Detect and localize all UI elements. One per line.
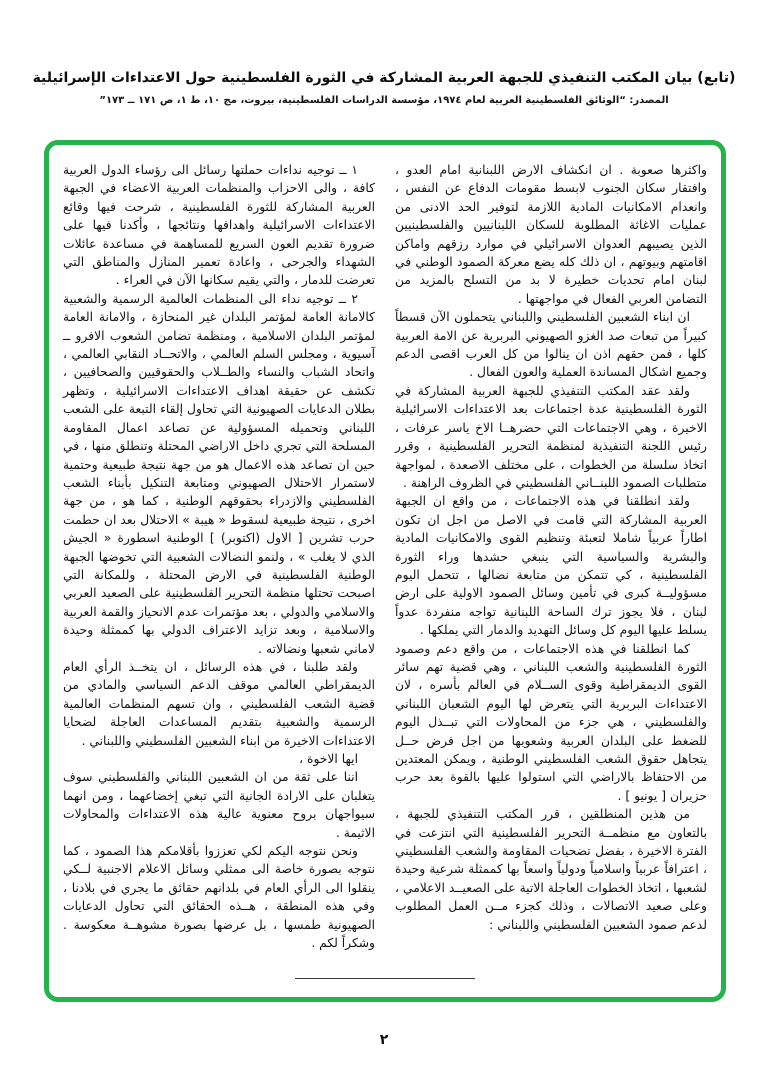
document-title: (تابع) بيان المكتب التنفيذي للجبهة العربية المشاركة في الثورة الفلسطينية حول الاعتداءات الإسرائيلية — [32, 70, 736, 86]
paragraph: ان ابناء الشعبين الفلسطيني واللبناني يتحملون الآن قسطاً كبيراً من تبعات صد الغزو الصهيوني البربرية عن الامة العربية كلها ، فمن حقهم اذن ان ينالوا من كل العرب اقصى الدعم وجميع اشكال المساندة العملية والعون الفعال . — [395, 310, 707, 380]
paragraph: ولقد انطلقنا في هذه الاجتماعات ، من واقع ان الجبهة العربية المشاركة التي قامت في الاصل من اجل ان تكون اطاراً عربياً شاملا لتعبئة وتنظيم القوى والامكانيات المادية والبشرية والسياسية التي ينبغي حشدها وراء الثورة الفلسطينية ، كي تتمكن من متابعة نضالها ، تتحمل اليوم مسؤوليــة كبرى في تأمين وسائل الصمود الاولية على ارض لبنان ، فلا يجوز ترك الساحة اللبنانية تواجه منفردة عدواً يسلط عليها اليوم كل وسائل التهديد والدمار التي يملكها . — [395, 494, 707, 638]
page-number: ٢ — [379, 1032, 389, 1048]
green-border-frame — [44, 140, 726, 1002]
paragraph: ولقد عقد المكتب التنفيذي للجبهة العربية المشاركة في الثورة الفلسطينية عدة اجتماعات بعد الاعتداءات الاسرائيلية الاخيرة ، وهي الاجتماعات التي حضرهــا الاخ ياسر عرفات ، رئيس اللجنة التنفيذية لمنظمة التحرير الفلسطينية ، وقرر اتخاذ سلسلة من الخطوات ، على مختلف الاصعدة ، لمواجهة متطلبات الصمود اللبنــاني الفلسطيني في الظروف الراهنة . — [395, 383, 707, 490]
paragraph: اننا على ثقة من ان الشعبين اللبناني والفلسطيني سوف يتغلبان على الارادة الجانية التي تبغي إخضاعهما ، ومن انهما سيواجهان بروح معنوية عالية هذه الاعتداءات والمحاولات الاثيمة . — [63, 770, 375, 840]
document-header — [0, 70, 768, 106]
source-citation: المصدر: “الوثائق الفلسطينية العربية لعام ١٩٧٤، مؤسسة الدراسات الفلسطينية، بيروت، مج ١٠، ط ١، ص ١٧١ ــ ١٧٣” — [99, 95, 669, 106]
paragraph: ونحن نتوجه اليكم لكي تعززوا بأقلامكم هذا الصمود ، كما نتوجه بصورة خاصة الى ممثلي وسائل الاعلام الاجنبية لــكي ينقلوا الى الرأي العام في بلدانهم حقائق ما يجري في بلادنا ، وفي هذه المنطقة ، هــذه الحقائق التي تحاول الدعايات الصهيونية طمسها ، بل عرضها بصورة مشوهــة معكوسة . وشكراً لكم . — [63, 844, 375, 951]
text-columns — [49, 145, 721, 997]
left-column — [63, 161, 375, 967]
paragraph: ٢ ــ توجيه نداء الى المنظمات العالمية الرسمية والشعبية كالامانة العامة لمؤتمر البلدان غير المنحازة ، والامانة العامة لمؤتمر البلدان الاسلامية ، ومنظمة تضامن الشعوب الافرو ــ آسيوية ، ومجلس السلم العالمي ، والاتحــاد النقابي العالمي ، واتحاد الشباب والنساء والطــلاب والحقوقيين والصحافيين ، تكشف عن حقيقة اهداف الاعتداءات الاسرائيلية ، وتظهر بطلان الدعايات الصهيونية التي تحاول إلقاء التبعة على الشعب اللبناني وتحميله المسؤولية عن تصاعد اعمال المقاومة المسلحة التي تجري داخل الاراضي المحتلة وتنطلق منها ، في حين ان تصاعد هذه الاعمال هو من جهة نتيجة طبيعية وحتمية لاستمرار الاحتلال الصهيوني ومتابعة التنكيل بأبناء الشعب الفلسطيني والازدراء بحقوقهم الوطنية ، كما هو ، من جهة اخرى ، نتيجة طبيعية لسقوط « هيبة » الاحتلال بعد ان حطمت حرب تشرين [ الاول (اكتوبر) ] الوطنية اسطورة « الجيش الذي لا يغلب » ، ولنمو النضالات الشعبية التي تخوضها الجبهة الوطنية الفلسطينية في الارض المحتلة ، وللمكانة التي اصبحت تحتلها منظمة التحرير الفلسطينية على الصعيد العربي والاسلامي والدولي ، بعد مؤتمرات عدم الانحياز والقمة العربية والاسلامية ، وبعد تزايد الاعتراف الدولي بها كممثلة وحيدة لاماني شعبها ونضالاته . — [63, 291, 375, 656]
paragraph: كما انطلقنا في هذه الاجتماعات ، من واقع دعم وصمود الثورة الفلسطينية والشعب اللبناني ، وهي قضية تهم سائر القوى الديمقراطية وقوى الســلام في العالم بأسره ، لان الاعتداءات البربرية التي يتعرض لها اليوم الشعبان اللبناني والفلسطيني ، هي جزء من المحاولات التي تبــذل اليوم للضغط على البلدان العربية وشعوبها من اجل فرض حــل يتجاهل حقوق الشعب الفلسطيني الوطنية ، ويمكن المعتدين من الاحتفاظ بالاراضي التي استولوا عليها بالقوة بعد حرب حزيران [ يونيو ] . — [395, 641, 707, 803]
paragraph: من هذين المنطلقين ، قرر المكتب التنفيذي للجبهة ، بالتعاون مع منظمــة التحرير الفلسطينية التي انتزعت في الفترة الاخيرة ، بفضل تضحيات المقاومة والشعب الفلسطيني ، اعترافاً عربياً واسلامياً ودولياً واسعاً بها كممثلة شرعية وحيدة لشعبها ، اتخاذ الخطوات العاجلة الاتية على الصعيــد الاعلامي ، وعلى صعيد الاتصالات ، وذلك كجزء مــن العمل المطلوب لدعم صمود الشعبين الفلسطيني واللبناني : — [395, 807, 707, 932]
paragraph: واكثرها صعوبة . ان انكشاف الارض اللبنانية امام العدو ، وافتقار سكان الجنوب لابسط مقومات الدفاع عن النفس ، وانعدام الامكانيات المادية اللازمة لتوفير الحد الادنى من عمليات الاغاثة المطلوبة للسكان اللبنانيين والفلسطينيين الذين يصيبهم العدوان الاسرائيلي في موارد رزقهم واماكن اقامتهم وبيوتهم ، ان ذلك كله يضع معركة الصمود الوطني في لبنان امام تحديات خطيرة لا بد من التسلح بالمزيد من التضامن العربي الفعال في مواجهتها . — [395, 163, 707, 306]
paragraph: ولقد طلبنا ، في هذه الرسائل ، ان يتخــذ الرأي العام الديمقراطي العالمي موقف الدعم السياسي والمادي من قضية الشعب الفلسطيني ، وان تسهم المنظمات العالمية الرسمية والشعبية بتقديم المساعدات العاجلة لضحايا الاعتداءات الاخيرة من ابناء الشعبين الفلسطيني واللبناني . — [63, 659, 375, 748]
footnote-separator-rule — [295, 978, 475, 979]
right-column — [395, 161, 707, 967]
paragraph: ايها الاخوة ، — [299, 752, 358, 766]
paragraph: ١ ــ توجيه نداءات حملتها رسائل الى رؤساء الدول العربية كافة ، والى الاحزاب والمنظمات العربية الاعضاء في الجبهة العربية المشاركة للثورة الفلسطينية ، شرحت فيها وقائع الاعتداءات الاسرائيلية واهدافها ونتائجها ، وأكدنا فيها على ضرورة تقديم العون السريع للمساهمة في مساعدة عائلات الشهداء والجرحى ، واعادة تعمير المنازل والمناطق التي تعرضت للدمار ، والتي يقيم سكانها الآن في العراء . — [63, 163, 375, 288]
